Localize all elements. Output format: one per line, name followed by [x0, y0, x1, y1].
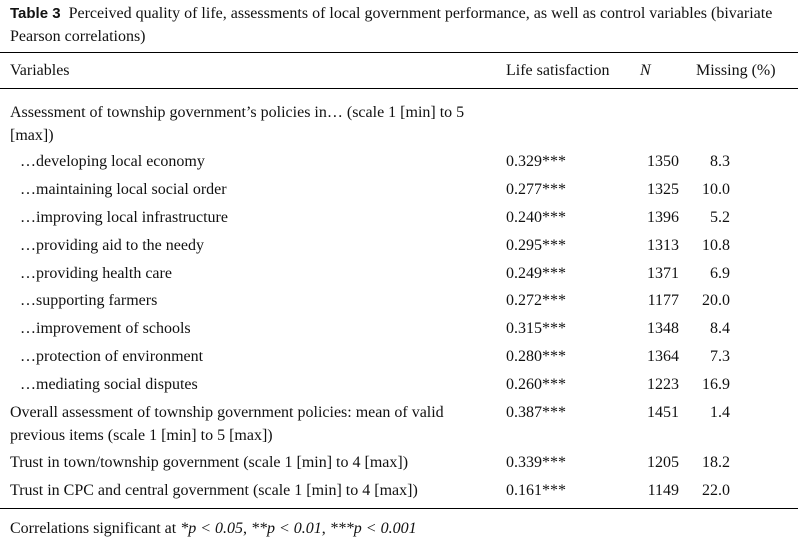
row-variable: …providing health care — [20, 265, 172, 282]
header-missing: Missing (%) — [696, 62, 776, 79]
row-life-satisfaction: 0.240*** — [506, 209, 566, 226]
row-variable: …developing local economy — [20, 153, 205, 170]
table-title: Perceived quality of life, assessments of local government performance, as well as control variables (bivariate Pearson correlations) — [10, 5, 773, 45]
row-variable: …improvement of schools — [20, 320, 191, 337]
row-missing: 10.8 — [702, 237, 730, 254]
row-variable: Overall assessment of township government policies: mean of valid previous items (scale 1 [min] to 5 [max]) — [10, 404, 444, 444]
row-n: 1451 — [647, 404, 679, 421]
row-n: 1371 — [647, 265, 679, 282]
row-variable: …maintaining local social order — [20, 181, 227, 198]
row-life-satisfaction: 0.260*** — [506, 376, 566, 393]
row-variable: …mediating social disputes — [20, 376, 198, 393]
row-missing: 7.3 — [710, 348, 730, 365]
row-n: 1313 — [647, 237, 679, 254]
row-missing: 8.3 — [710, 153, 730, 170]
table-footnote: Correlations significant at *p < 0.05, **p < 0.01, ***p < 0.001 — [10, 520, 417, 537]
footnote-sig-3: ***p < 0.001 — [329, 520, 417, 537]
row-life-satisfaction: 0.387*** — [506, 404, 566, 421]
row-variable: …improving local infrastructure — [20, 209, 228, 226]
row-missing: 8.4 — [710, 320, 730, 337]
row-missing: 5.2 — [710, 209, 730, 226]
row-life-satisfaction: 0.280*** — [506, 348, 566, 365]
row-n: 1350 — [647, 153, 679, 170]
row-missing: 16.9 — [702, 376, 730, 393]
row-variable: Trust in CPC and central government (scale 1 [min] to 4 [max]) — [10, 482, 418, 499]
row-variable: …supporting farmers — [20, 292, 158, 309]
row-life-satisfaction: 0.329*** — [506, 153, 566, 170]
row-n: 1396 — [647, 209, 679, 226]
row-life-satisfaction: 0.272*** — [506, 292, 566, 309]
row-n: 1205 — [647, 454, 679, 471]
footnote-prefix: Correlations significant at — [10, 520, 181, 537]
row-n: 1364 — [647, 348, 679, 365]
row-life-satisfaction: 0.161*** — [506, 482, 566, 499]
row-missing: 1.4 — [710, 404, 730, 421]
row-variable: …protection of environment — [20, 348, 204, 365]
row-life-satisfaction: 0.295*** — [506, 237, 566, 254]
header-variables: Variables — [10, 62, 70, 79]
row-missing: 22.0 — [702, 482, 730, 499]
row-n: 1149 — [647, 482, 679, 499]
top-rule — [0, 52, 798, 53]
footnote-sig-2: **p < 0.01 — [250, 520, 322, 537]
row-n: 1325 — [647, 181, 679, 198]
group-heading: Assessment of township government’s policies in… (scale 1 [min] to 5 [max]) — [10, 104, 465, 144]
row-life-satisfaction: 0.249*** — [506, 265, 566, 282]
table-caption — [10, 2, 790, 48]
header-life-satisfaction: Life satisfaction — [506, 62, 610, 79]
header-n: N — [640, 62, 651, 79]
row-missing: 18.2 — [702, 454, 730, 471]
table-label: Table 3 — [10, 5, 61, 22]
row-n: 1348 — [647, 320, 679, 337]
row-life-satisfaction: 0.277*** — [506, 181, 566, 198]
row-missing: 20.0 — [702, 292, 730, 309]
header-rule — [0, 88, 798, 89]
row-n: 1223 — [647, 376, 679, 393]
row-n: 1177 — [647, 292, 679, 309]
row-variable: …providing aid to the needy — [20, 237, 204, 254]
row-missing: 6.9 — [710, 265, 730, 282]
row-variable: Trust in town/township government (scale 1 [min] to 4 [max]) — [10, 454, 409, 471]
footnote-sig-1: *p < 0.05 — [180, 520, 243, 537]
row-life-satisfaction: 0.339*** — [506, 454, 566, 471]
bottom-rule — [0, 508, 798, 509]
row-missing: 10.0 — [702, 181, 730, 198]
row-life-satisfaction: 0.315*** — [506, 320, 566, 337]
